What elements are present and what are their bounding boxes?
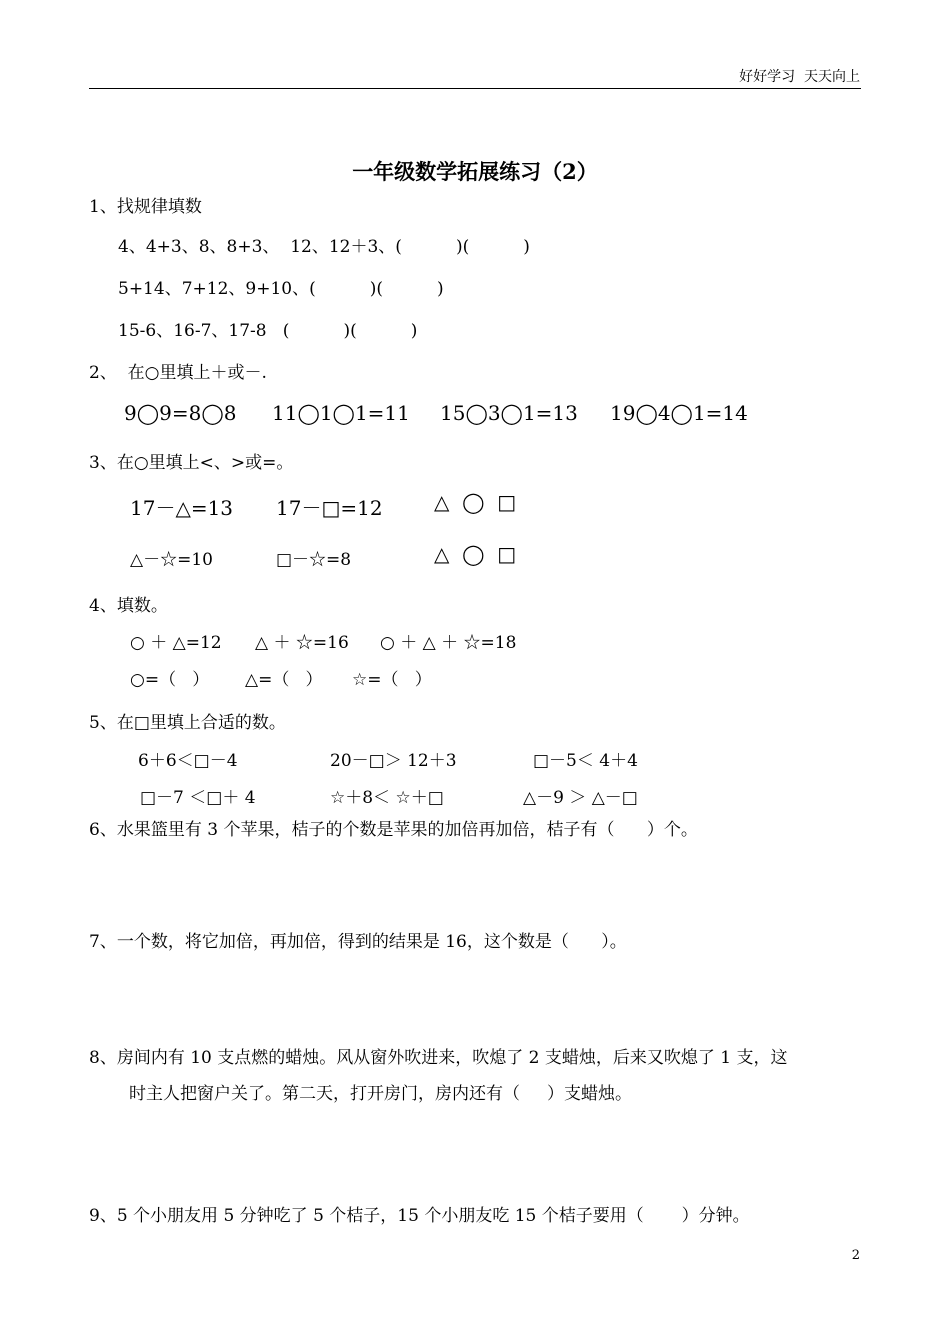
q5-row2-item2: ☆＋8＜ ☆＋□ xyxy=(330,788,444,808)
q3-heading: 3、在○里填上<、>或=。 xyxy=(89,453,294,473)
q3-row2-compare: △ ◯ □ xyxy=(434,542,517,566)
q2-item-2: 11◯1◯1=11 xyxy=(272,401,410,425)
header-slogan: 好好学习 天天向上 xyxy=(739,69,860,85)
q1-heading: 1、找规律填数 xyxy=(89,197,202,217)
q3-row1-compare: △ ◯ □ xyxy=(434,490,517,514)
q4-answer-triangle: △=（ ） xyxy=(245,670,323,690)
q8-line2: 时主人把窗户关了。第二天，打开房门，房内还有（ ）支蜡烛。 xyxy=(129,1084,633,1104)
page-number: 2 xyxy=(851,1248,860,1263)
q5-heading: 5、在□里填上合适的数。 xyxy=(89,713,286,733)
q4-equation-1: ○ ＋ △=12 xyxy=(130,633,222,653)
q2-heading: 2、 在○里填上＋或－. xyxy=(89,363,267,383)
q9-text: 9、5 个小朋友用 5 分钟吃了 5 个桔子，15 个小朋友吃 15 个桔子要用（ ）分钟。 xyxy=(89,1206,750,1226)
q2-item-4: 19◯4◯1=14 xyxy=(610,401,748,425)
q1-line1: 4、4+3、8、8+3、 12、12＋3、( )( ) xyxy=(118,237,530,257)
q8-line1: 8、房间内有 10 支点燃的蜡烛。风从窗外吹进来，吹熄了 2 支蜡烛，后来又吹熄了 1 支，这 xyxy=(89,1048,788,1068)
q1-line3: 15-6、16-7、17-8 ( )( ) xyxy=(118,321,418,341)
q3-row2-eq2: □－☆=8 xyxy=(276,550,352,570)
q5-row1-item2: 20－□＞ 12＋3 xyxy=(330,751,457,771)
q1-line2: 5+14、7+12、9+10、( )( ) xyxy=(118,279,444,299)
q5-row1-item3: □－5＜ 4＋4 xyxy=(533,751,638,771)
q3-row1-eq1: 17－△=13 xyxy=(130,496,234,520)
q2-item-1: 9◯9=8◯8 xyxy=(124,401,237,425)
q6-text: 6、水果篮里有 3 个苹果，桔子的个数是苹果的加倍再加倍，桔子有（ ）个。 xyxy=(89,820,698,840)
header-rule xyxy=(89,88,861,89)
q7-text: 7、一个数，将它加倍，再加倍，得到的结果是 16，这个数是（ ）。 xyxy=(89,932,627,952)
q2-item-3: 15◯3◯1=13 xyxy=(440,401,578,425)
q3-row2-eq1: △－☆=10 xyxy=(130,550,213,570)
q5-row2-item1: □－7 ＜□＋ 4 xyxy=(140,788,256,808)
page-title: 一年级数学拓展练习（2） xyxy=(352,159,598,184)
q4-equation-3: ○ ＋ △ ＋ ☆=18 xyxy=(380,633,517,653)
q4-equation-2: △ ＋ ☆=16 xyxy=(255,633,349,653)
q4-answer-star: ☆=（ ） xyxy=(352,670,432,690)
q3-row1-eq2: 17－□=12 xyxy=(276,496,383,520)
q5-row1-item1: 6＋6＜□－4 xyxy=(138,751,238,771)
q5-row2-item3: △－9 ＞ △－□ xyxy=(523,788,638,808)
q4-heading: 4、填数。 xyxy=(89,596,168,616)
q4-answer-circle: ○=（ ） xyxy=(130,670,210,690)
